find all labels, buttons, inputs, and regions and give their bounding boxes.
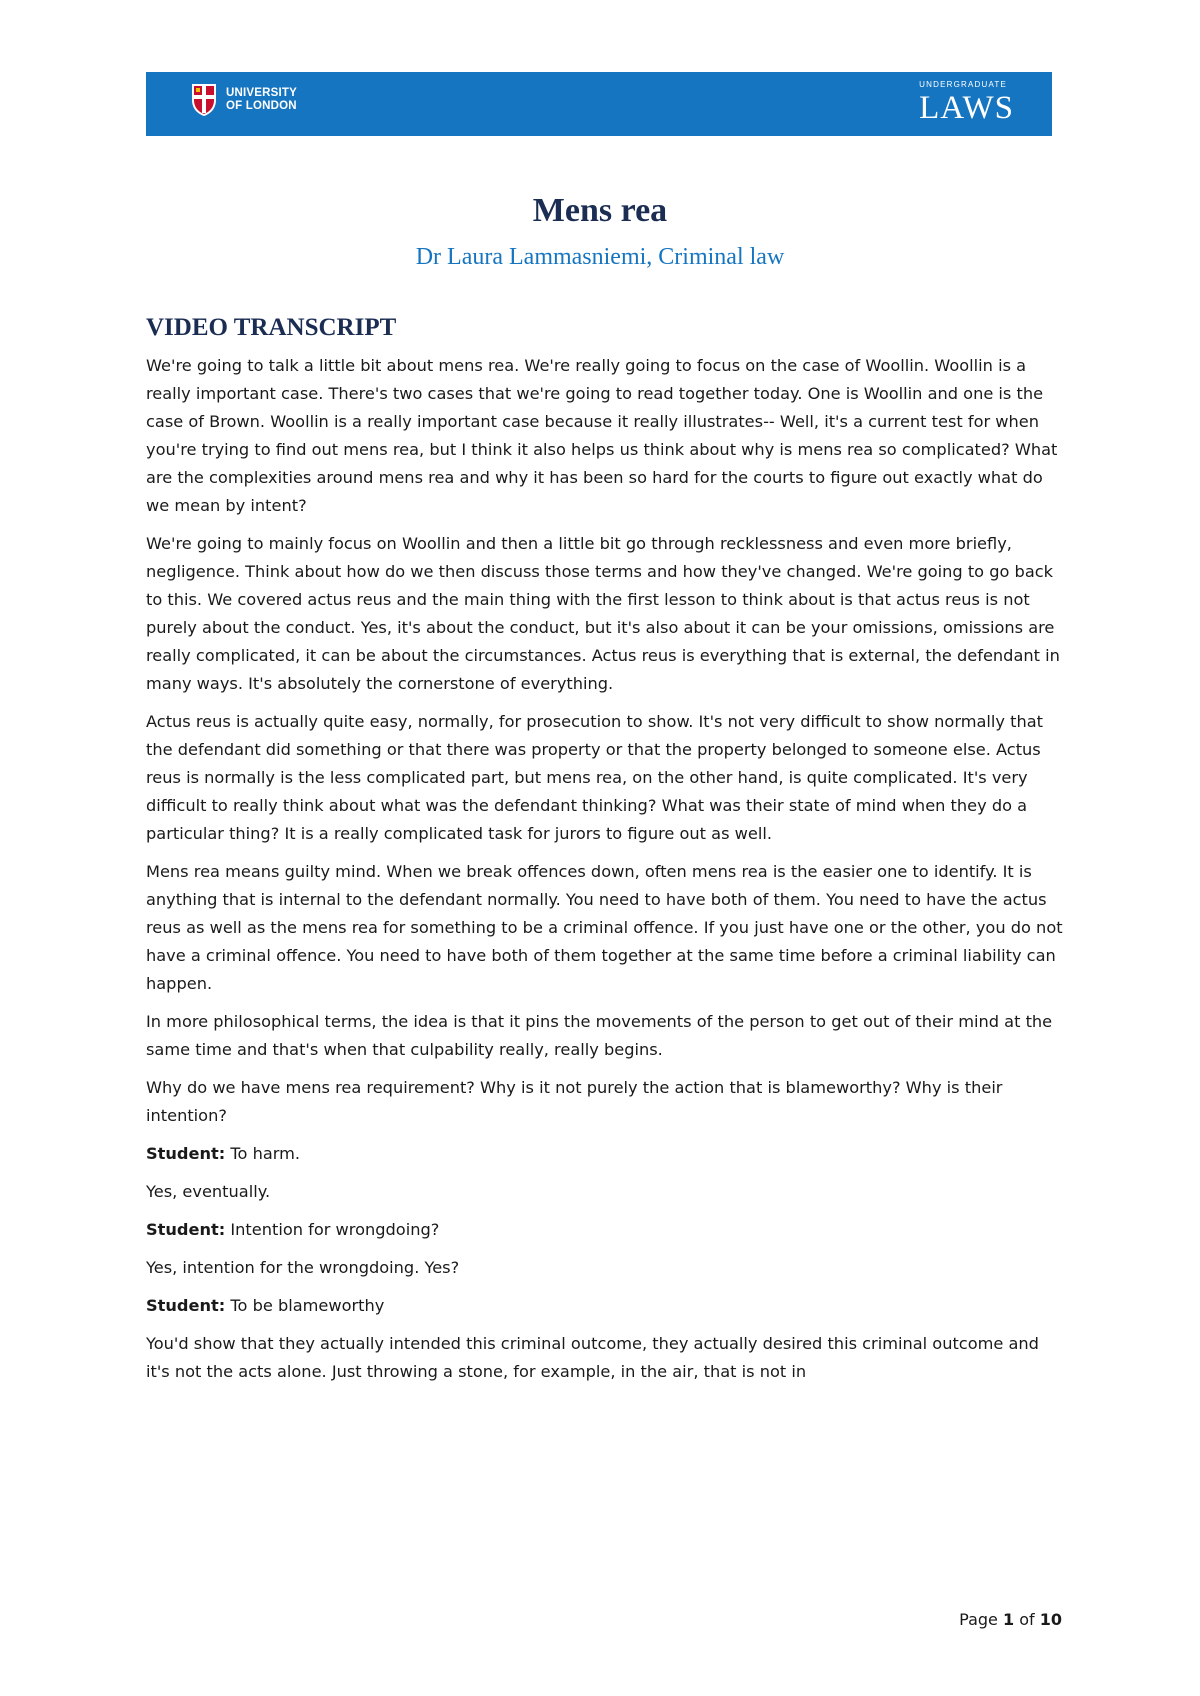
transcript-paragraph [146, 1254, 1066, 1282]
document-subtitle: Dr Laura Lammasniemi, Criminal law [415, 244, 785, 270]
transcript-paragraph [146, 1008, 1066, 1064]
header-banner [146, 72, 1052, 136]
transcript-paragraph [146, 858, 1066, 998]
transcript-paragraph [146, 1330, 1066, 1386]
paragraph-text: We're going to talk a little bit about mens rea. We're really going to focus on the case of Woollin. Woollin is a really important case. There's two cases that we're going to read together today. One is Woollin and one is the case of Brown. Woollin is a really important case because it really illustrates-- Well, it's a current test for when you're trying to find out mens rea, but I think it also helps us think about why is mens rea so complicated? What are the complexities around mens rea and why it has been so hard for the courts to figure out exactly what do we mean by intent? [146, 356, 1058, 515]
paragraph-text: To harm. [225, 1144, 301, 1163]
transcript-paragraph [146, 352, 1066, 520]
university-logo [190, 82, 297, 118]
university-name-line1: UNIVERSITY [226, 87, 298, 99]
paragraph-text: You'd show that they actually intended this criminal outcome, they actually desired this criminal outcome and it's not the acts alone. Just throwing a stone, for example, in the air, that is not in [146, 1334, 1039, 1381]
transcript-paragraph [146, 708, 1066, 848]
page-label: Page [959, 1610, 998, 1629]
transcript-paragraph [146, 1178, 1066, 1206]
paragraph-text: Intention for wrongdoing? [225, 1220, 440, 1239]
paragraph-text: Why do we have mens rea requirement? Why is it not purely the action that is blameworthy? Why is their intention? [146, 1078, 1003, 1125]
of-label: of [1019, 1610, 1035, 1629]
section-heading: VIDEO TRANSCRIPT [146, 314, 397, 341]
student-line [146, 1216, 1066, 1244]
paragraph-text: Yes, intention for the wrongdoing. Yes? [146, 1258, 460, 1277]
transcript-paragraph [146, 530, 1066, 698]
crest-icon [190, 82, 218, 118]
paragraph-text: Actus reus is actually quite easy, normally, for prosecution to show. It's not very difficult to show normally that the defendant did something or that there was property or that the property belonged to someone else. Actus reus is normally is the less complicated part, but mens rea, on the other hand, is quite complicated. It's very difficult to really think about what was the defendant thinking? What was their state of mind when they do a particular thing? It is a really complicated task for jurors to figure out as well. [146, 712, 1043, 843]
university-name-line2: OF LONDON [226, 100, 297, 112]
document-title: Mens rea [532, 192, 668, 229]
speaker-label: Student: [146, 1296, 226, 1315]
total-pages: 10 [1039, 1610, 1062, 1629]
laws-logo-subtitle: UNDERGRADUATE [919, 80, 1008, 89]
paragraph-text: To be blameworthy [225, 1296, 385, 1315]
paragraph-text: In more philosophical terms, the idea is that it pins the movements of the person to get out of their mind at the same time and that's when that culpability really, really begins. [146, 1012, 1053, 1059]
current-page: 1 [1002, 1610, 1015, 1629]
university-name [226, 87, 297, 113]
page-number [959, 1610, 1062, 1629]
speaker-label: Student: [146, 1144, 226, 1163]
speaker-label: Student: [146, 1220, 226, 1239]
student-line [146, 1140, 1066, 1168]
paragraph-text: Mens rea means guilty mind. When we break offences down, often mens rea is the easier one to identify. It is anything that is internal to the defendant normally. You need to have both of them. You need to have the actus reus as well as the mens rea for something to be a criminal offence. If you just have one or the other, you do not have a criminal offence. You need to have both of them together at the same time before a criminal liability can happen. [146, 862, 1063, 993]
student-line [146, 1292, 1066, 1320]
transcript-body [146, 352, 1066, 1396]
laws-logo-title: LAWS [919, 90, 1014, 126]
laws-logo [919, 80, 1014, 125]
transcript-paragraph [146, 1074, 1066, 1130]
paragraph-text: Yes, eventually. [146, 1182, 271, 1201]
paragraph-text: We're going to mainly focus on Woollin and then a little bit go through recklessness and even more briefly, negligence. Think about how do we then discuss those terms and how they've changed. We're going to go back to this. We covered actus reus and the main thing with the first lesson to think about is that actus reus is not purely about the conduct. Yes, it's about the conduct, but it's also about it can be your omissions, omissions are really complicated, it can be about the circumstances. Actus reus is everything that is external, the defendant in many ways. It's absolutely the cornerstone of everything. [146, 534, 1060, 693]
